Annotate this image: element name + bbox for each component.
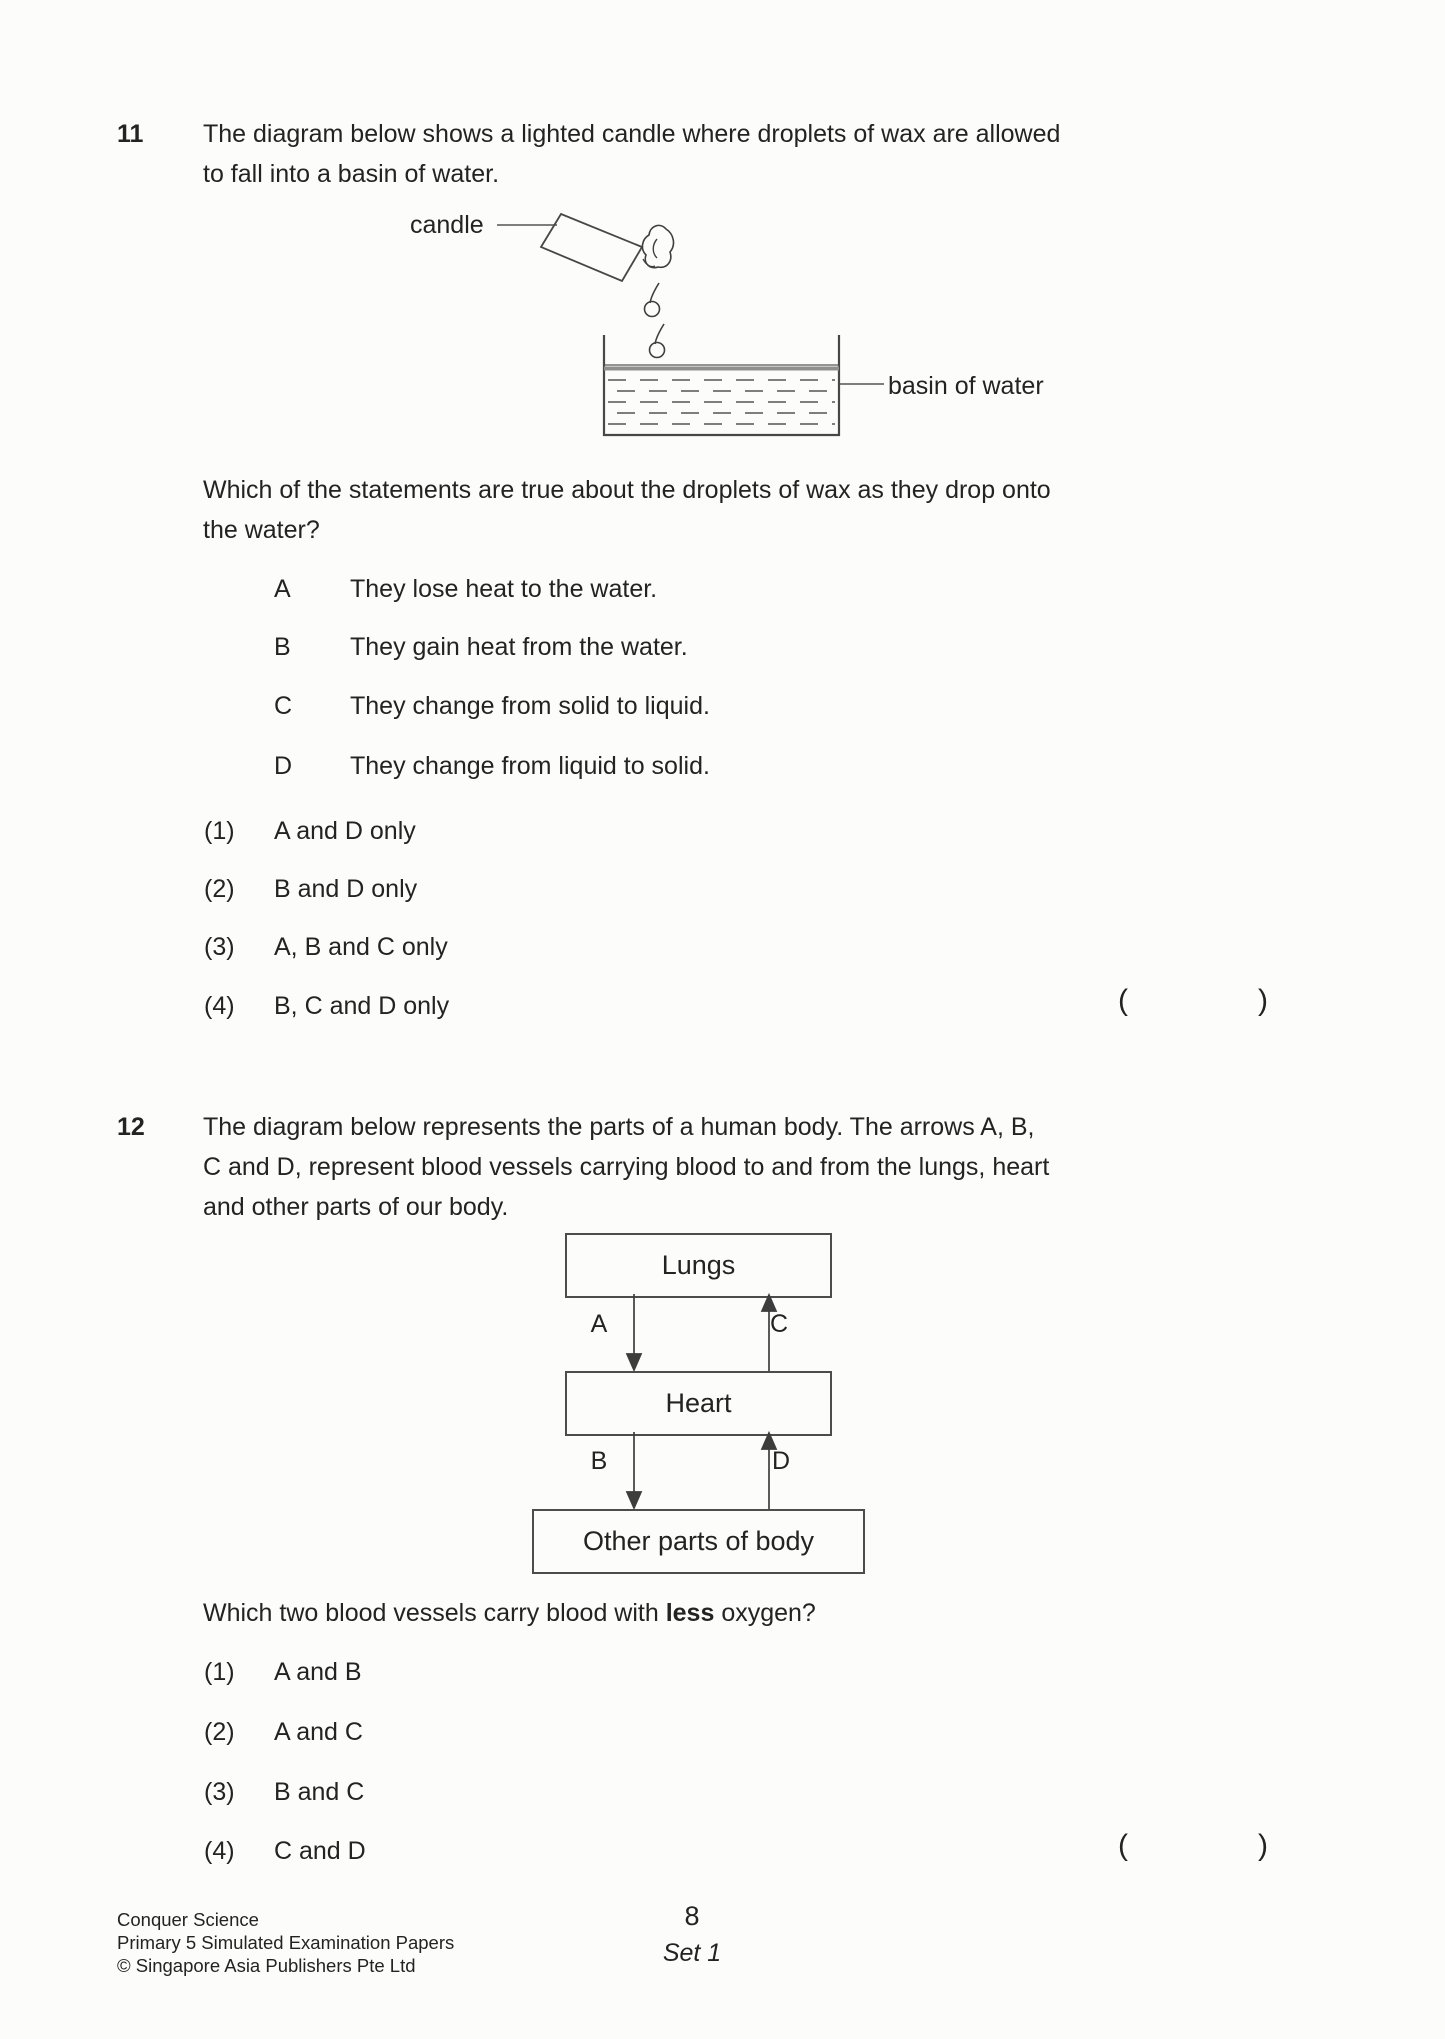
question-12-text-bold: less — [665, 1599, 715, 1627]
basin-label: basin of water — [888, 372, 1044, 400]
arrow-B-head — [627, 1492, 641, 1508]
statement-text: They change from solid to liquid. — [350, 692, 710, 720]
set-label: Set 1 — [662, 1939, 722, 1967]
diagram-box-lungs-label: Lungs — [661, 1250, 736, 1280]
option-number: (4) — [204, 992, 235, 1020]
statement-letter: A — [274, 575, 291, 603]
arrow-label-B: B — [590, 1447, 608, 1475]
option-number: (2) — [204, 875, 235, 903]
flame-inner-stroke — [653, 239, 657, 258]
question-12-prompt-line-3: and other parts of our body. — [203, 1193, 509, 1221]
statement-text: They lose heat to the water. — [350, 575, 658, 603]
question-11-text-line-1: Which of the statements are true about the droplets of wax as they drop onto — [203, 476, 1051, 504]
option-number: (1) — [204, 1658, 235, 1686]
footer-subtitle: Primary 5 Simulated Examination Papers — [117, 1932, 455, 1953]
blood-flow-arrows — [530, 1233, 870, 1573]
wax-droplet-1 — [645, 283, 660, 317]
arrow-label-C: C — [769, 1310, 789, 1338]
arrow-A-head — [627, 1354, 641, 1370]
option-number: (3) — [204, 933, 235, 961]
diagram-box-heart-label: Heart — [665, 1388, 732, 1418]
question-12-number: 12 — [117, 1113, 145, 1141]
option-text: A and C — [274, 1718, 363, 1746]
question-12-prompt-line-2: C and D, represent blood vessels carrying blood to and from the lungs, heart — [203, 1153, 1050, 1181]
footer-title: Conquer Science — [117, 1909, 259, 1930]
question-11-prompt-line-2: to fall into a basin of water. — [203, 160, 500, 188]
option-text: A and B — [274, 1658, 362, 1686]
option-number: (3) — [204, 1778, 235, 1806]
statement-letter: C — [274, 692, 293, 720]
statement-text: They change from liquid to solid. — [350, 752, 710, 780]
answer-bracket-open: ( — [1118, 1829, 1128, 1862]
flame-icon — [642, 225, 673, 267]
basin-shape — [604, 335, 839, 435]
candle-label: candle — [410, 211, 484, 239]
statement-letter: D — [274, 752, 293, 780]
question-12-text-before: Which two blood vessels carry blood with — [203, 1599, 666, 1627]
option-number: (1) — [204, 817, 235, 845]
statement-text: They gain heat from the water. — [350, 633, 688, 661]
question-11-text-line-2: the water? — [203, 516, 320, 544]
water-dashes — [608, 380, 835, 424]
question-12-prompt-line-1: The diagram below represents the parts of a human body. The arrows A, B, — [203, 1113, 1035, 1141]
question-12-text — [203, 1598, 816, 1629]
option-text: A, B and C only — [274, 933, 448, 961]
question-11-prompt-line-1: The diagram below shows a lighted candle where droplets of wax are allowed — [203, 120, 1061, 148]
option-text: B and D only — [274, 875, 418, 903]
answer-bracket-close: ) — [1258, 1829, 1268, 1862]
candle-shape — [541, 214, 642, 281]
answer-bracket-open: ( — [1118, 984, 1128, 1017]
arrow-label-D: D — [771, 1447, 791, 1475]
wax-droplet-2 — [650, 324, 665, 358]
option-text: A and D only — [274, 817, 416, 845]
footer-copyright: © Singapore Asia Publishers Pte Ltd — [117, 1955, 416, 1976]
candle-basin-diagram — [380, 195, 1100, 455]
option-text: B, C and D only — [274, 992, 450, 1020]
answer-bracket-close: ) — [1258, 984, 1268, 1017]
question-11-number: 11 — [117, 120, 144, 148]
question-12-text-after: oxygen? — [714, 1599, 816, 1627]
arrow-label-A: A — [590, 1310, 608, 1338]
option-text: C and D — [274, 1837, 366, 1865]
diagram-box-other-parts-label: Other parts of body — [582, 1526, 815, 1556]
option-number: (2) — [204, 1718, 235, 1746]
option-text: B and C — [274, 1778, 365, 1806]
option-number: (4) — [204, 1837, 235, 1865]
page-number: 8 — [684, 1901, 700, 1931]
statement-letter: B — [274, 633, 291, 661]
